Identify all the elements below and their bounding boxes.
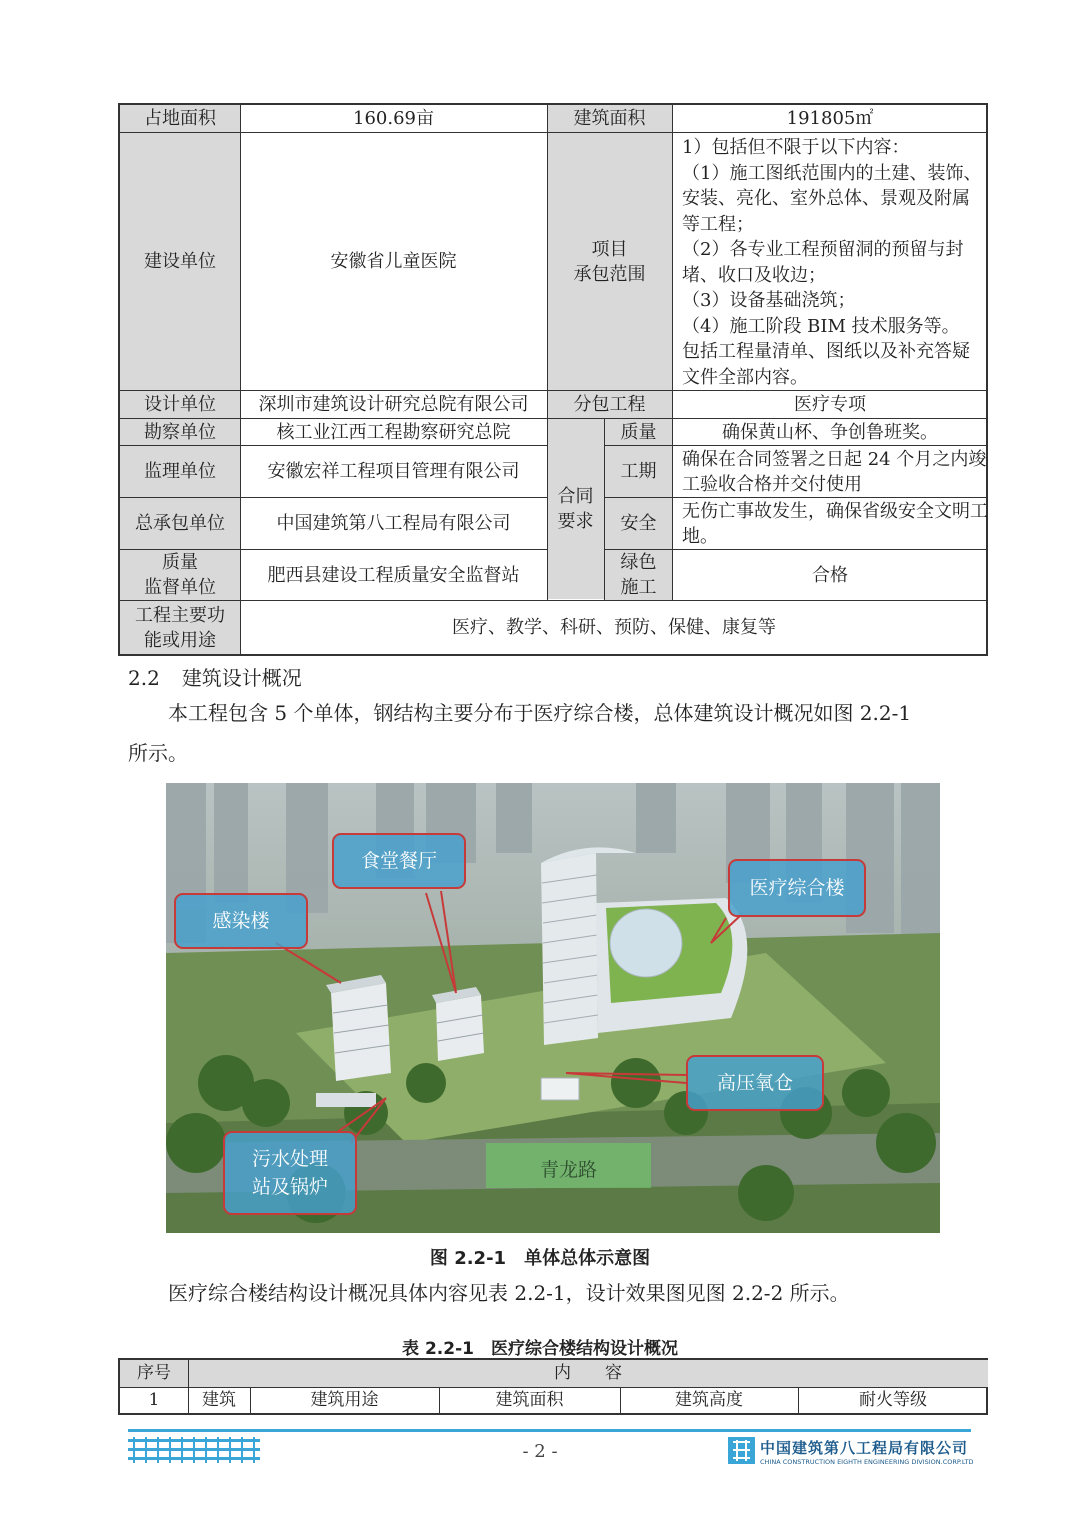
structure-design-table xyxy=(118,1358,988,1415)
footer-rule xyxy=(128,1429,971,1432)
paragraph-line: 医疗综合楼结构设计概况具体内容见表 2.2-1，设计效果图见图 2.2-2 所示。 xyxy=(128,1281,850,1305)
design-value: 深圳市建筑设计研究总院有限公司 xyxy=(258,394,529,415)
safety-value: 无伤亡事故发生，确保省级安全文明工地。 xyxy=(682,500,988,547)
building-area-value: 191805㎡ xyxy=(786,108,874,129)
table-title: 表 2.2-1 医疗综合楼结构设计概况 xyxy=(402,1339,678,1359)
supervision-value: 安徽宏祥工程项目管理有限公司 xyxy=(267,461,520,482)
row-number: 1 xyxy=(148,1390,160,1410)
header-fire-rating: 耐火等级 xyxy=(859,1390,927,1410)
label-infection-building: 感染楼 xyxy=(174,893,308,949)
section-title: 建筑设计概况 xyxy=(181,666,302,690)
header-usage: 建筑用途 xyxy=(310,1390,379,1410)
supervision-label: 监理单位 xyxy=(120,446,240,497)
quality-supervision-label: 质量 监督单位 xyxy=(120,550,240,600)
client-value: 安徽省儿童医院 xyxy=(330,251,457,272)
section-heading xyxy=(128,662,302,691)
land-area-label: 占地面积 xyxy=(120,105,240,132)
col-content-header: 内 容 xyxy=(188,1360,988,1387)
general-contractor-label: 总承包单位 xyxy=(120,498,240,549)
scope-line: （4）施工阶段 BIM 技术服务等。 xyxy=(682,315,960,337)
subcontract-label: 分包工程 xyxy=(547,391,672,418)
label-medical-complex: 医疗综合楼 xyxy=(728,859,866,917)
figure-caption: 图 2.2-1 单体总体示意图 xyxy=(429,1248,651,1269)
quality-label: 质量 xyxy=(605,419,672,445)
scope-line: 安装、亮化、室外总体、景观及附属 xyxy=(682,188,970,209)
label-sewage-boiler: 污水处理 站及锅炉 xyxy=(223,1131,357,1215)
survey-value: 核工业江西工程勘察研究总院 xyxy=(276,421,511,443)
contract-label: 合同 要求 xyxy=(547,419,604,599)
subcontract-value: 医疗专项 xyxy=(794,394,866,415)
scope-line: 1）包括但不限于以下内容： xyxy=(682,137,910,158)
section-number: 2.2 xyxy=(128,666,160,690)
header-height: 建筑高度 xyxy=(675,1390,743,1410)
company-logo-icon xyxy=(728,1437,755,1464)
scope-line: 文件全部内容。 xyxy=(682,366,808,388)
usage-label: 工程主要功 能或用途 xyxy=(120,601,240,654)
period-label: 工期 xyxy=(605,446,672,497)
label-canteen: 食堂餐厅 xyxy=(332,833,466,889)
company-name-en: CHINA CONSTRUCTION EIGHTH ENGINEERING DIVISION.CORP.LTD xyxy=(760,1458,974,1466)
project-info-table xyxy=(118,103,988,656)
site-rendering xyxy=(166,783,940,1233)
usage-value: 医疗、教学、科研、预防、保健、康复等 xyxy=(452,617,776,638)
row-category: 建筑 xyxy=(202,1390,236,1410)
scope-line: 等工程； xyxy=(682,213,754,235)
scope-content xyxy=(672,135,998,390)
scope-label: 项目 承包范围 xyxy=(547,133,672,390)
paragraph-line: 本工程包含 5 个单体，钢结构主要分布于医疗综合楼，总体建筑设计概况如图 2.2-1 xyxy=(128,701,912,725)
scope-line: （3）设备基础浇筑； xyxy=(682,290,856,311)
green-construction-label: 绿色 施工 xyxy=(605,550,672,600)
paragraph-line: 所示。 xyxy=(128,741,188,765)
scope-line: 包括工程量清单、图纸以及补充答疑 xyxy=(682,341,970,362)
header-area: 建筑面积 xyxy=(495,1390,564,1410)
general-contractor-value: 中国建筑第八工程局有限公司 xyxy=(276,513,511,534)
safety-label: 安全 xyxy=(605,498,672,549)
company-name: 中国建筑第八工程局有限公司 xyxy=(760,1439,969,1457)
land-area-value: 160.69亩 xyxy=(353,108,434,129)
scope-line: 堵、收口及收边； xyxy=(682,264,826,286)
client-label: 建设单位 xyxy=(120,133,240,390)
label-road: 青龙路 xyxy=(539,1158,597,1181)
quality-value: 确保黄山杯、争创鲁班奖。 xyxy=(722,421,938,443)
building-area-label: 建筑面积 xyxy=(547,105,672,132)
label-oxygen-chamber: 高压氧仓 xyxy=(686,1055,824,1111)
scope-line: （2）各专业工程预留洞的预留与封 xyxy=(682,239,964,260)
quality-supervision-value: 肥西县建设工程质量安全监督站 xyxy=(267,564,520,586)
green-construction-value: 合格 xyxy=(812,564,848,586)
design-label: 设计单位 xyxy=(120,391,240,418)
page-number: - 2 - xyxy=(522,1441,558,1462)
scope-line: （1）施工图纸范围内的土建、装饰、 xyxy=(682,162,982,184)
period-value: 确保在合同签署之日起 24 个月之内竣工验收合格并交付使用 xyxy=(682,448,987,495)
col-no-header: 序号 xyxy=(120,1360,188,1387)
survey-label: 勘察单位 xyxy=(120,419,240,445)
